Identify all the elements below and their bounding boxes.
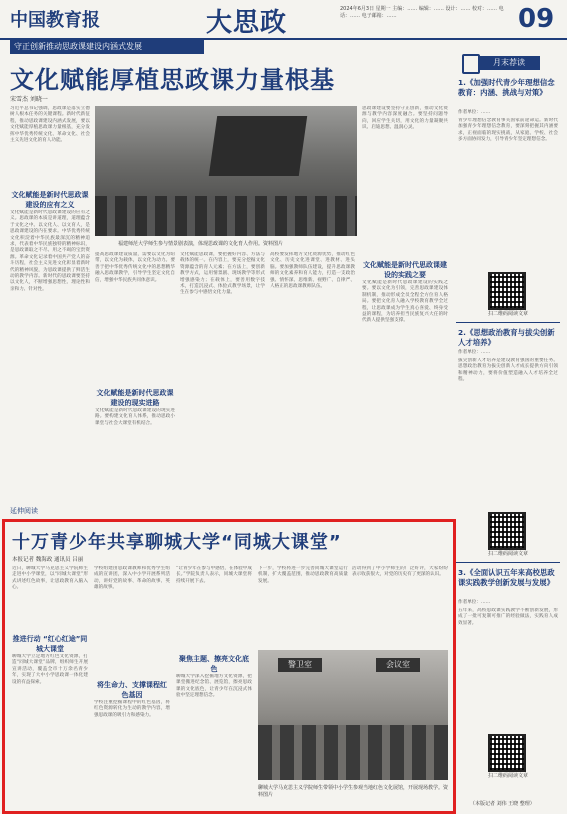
article-column: 活动得到了中小学师生的广泛好评，大家纷纷表示收获很大，对党的历史有了更深的认识。 [352, 566, 448, 578]
divider [456, 322, 560, 323]
subhead: 推进行动 “红心红途”同城大课堂 [12, 635, 88, 653]
sidebar-tag: 月末荐读 [478, 56, 540, 70]
newspaper-logo: 中国教育报 [10, 10, 100, 31]
article-column: 高校要发挥地方文化资源优势，推动红色文化、历史文化进课堂、进教材、进头脑。要加强教师队伍建设，提升思政课教师的文化素养和育人能力，打造一支政治强、情怀深、思维新、视野广、自律严、人格正的思政课教师队伍。 [270, 252, 355, 290]
main-byline: 宋雪杰 刘晓一 [10, 96, 48, 103]
subhead: 文化赋能是新时代思政课建设的实践之要 [363, 261, 447, 279]
article-column: 思政课建设要坚持守正创新，推动文化资源与教学内容深度融合。要坚持问题导向，回应学生关切，用文化的力量凝聚共识、启迪思想、温润心灵。 [362, 106, 448, 131]
qr-label: 扫二维码阅读文章 [488, 311, 529, 317]
qr-label: 扫二维码阅读文章 [488, 773, 529, 779]
article-column: 提高思政课建设质量，需要以文化为纽带，以文化为载体，以文化为动力。要善于把中华优秀传统文化中的思想精华融入思政课教学，引导学生坚定文化自信，增强中华民族共同体意识。 [95, 252, 175, 283]
page-number: 09 [518, 4, 555, 34]
feature-photo-caption: 聊城大学马克思主义学院师生带领中小学生参观当地红色文化展馆，开展现场教学。资料图片 [258, 785, 449, 798]
article-column: 聊城大学立足地方红色文化资源，打造“同城大课堂”品牌，组织师生开展宣讲活动，覆盖全市十万余名青少年，实现了大中小学思政课一体化建设的有益探索。 [12, 654, 88, 685]
sidebar-item-summary: 拔尖创新人才培养是建设教育强国的重要任务。思想政治教育为拔尖创新人才成长提供方向引领和精神动力，要将价值塑造融入人才培养全过程。 [458, 358, 558, 383]
masthead-meta: 2024年6月3日 星期一 主编：…… 编辑：…… 设计：…… 校对：…… 电话：…… 电子邮箱：…… [340, 6, 504, 19]
qr-label: 扫二维码阅读文章 [488, 551, 529, 557]
sidebar-item-source: 作者单位：…… [458, 350, 491, 355]
column-banner: 守正创新推动思政课建设内涵式发展 [10, 40, 204, 54]
article-column: 文化赋能思政课，要把握好内容、方法与载体的统一。在内容上，要充分挖掘文化资源蕴含的育人元素；在方法上，要创新教学方式，运用情景剧、现场教学等形式增强感染力；在载体上，要善用数字技术，打造沉浸式、体验式教学场景，让学生在参与中感悟文化力量。 [180, 252, 265, 296]
masthead [0, 0, 567, 40]
sidebar-item-source: 作者单位：…… [458, 600, 491, 605]
article-column: 习近平总书记强调，思政课是落实立德树人根本任务的关键课程。新时代新征程，推动思政课建设内涵式发展，要以文化赋能厚植思政课力量根基，充分发挥中华优秀传统文化、革命文化、社会主义先进文化的育人功能。 [10, 106, 90, 144]
sign-guard-room: 警卫室 [278, 658, 322, 672]
article-column: 聊城大学深入挖掘地方文化资源，把课堂搬进纪念馆、展览馆，擦亮思政课的文化底色，让青少年在沉浸式体验中坚定理想信念。 [176, 674, 252, 699]
sidebar-item-title[interactable]: 2.《思想政治教育与拔尖创新人才培养》 [458, 328, 555, 347]
qr-code[interactable] [488, 734, 526, 772]
main-photo [95, 106, 357, 236]
sign-meeting-room: 会议室 [376, 658, 420, 672]
people-figure [258, 725, 448, 780]
article-column: 学校组建由思政课教师和优秀学生组成的宣讲团，深入中小学开展系列活动，讲好党的故事、革命的故事、英雄的故事。 [94, 566, 170, 591]
sidebar-item-title[interactable]: 3.《全面认识五年来高校思政课实践教学创新发展与发展》 [458, 568, 555, 587]
subhead: 聚焦主题、擦亮文化底色 [179, 655, 249, 673]
feature-photo [258, 650, 448, 780]
qr-code[interactable] [488, 512, 526, 550]
article-column: 文化赋能是新时代思政课建设的现实进路。要构建文化育人体系，推动思政小课堂与社会大课堂有机结合。 [95, 408, 175, 426]
sidebar-item-source: 作者单位：…… [458, 110, 491, 115]
sidebar-item-summary: 五年来，高校思政课实践教学不断创新发展，形成了一批可复制可推广的经验做法，实践育人成效显著。 [458, 608, 558, 626]
sidebar-item-summary: 青少年理想信念教育事关国家前途命运。新时代加强青少年理想信念教育，要深刻把握其内涵要求，正视面临的现实挑战，从家庭、学校、社会多方面协同发力，引导青少年坚定理想信念。 [458, 118, 558, 143]
sidebar-item-title[interactable]: 1.《加强时代青少年理想信念教育：内涵、挑战与对策》 [458, 78, 555, 97]
sidebar-footer: （本版记者 刘伟 王晓 整理） [470, 801, 535, 807]
section-title: 大思政 [206, 8, 288, 38]
subhead: 文化赋能是新时代思政课建设的现实进路 [96, 389, 174, 407]
qr-code[interactable] [488, 272, 526, 310]
article-column: 文化赋能是新时代思政课建设的应有之义。思政课的本质是讲道理，道理蕴含于文化之中。以文化人、以文育人，是思政课建设的内在要求。中华优秀传统文化积淀着中华民族最深沉的精神追求，代表着中华民族独特的精神标识，是思政课取之不尽、用之不竭的宝贵资源。革命文化记录着中国共产党人的奋斗历程，社会主义先进文化彰显着新时代的精神风貌，为思政课提供了鲜活生动的教学内容。新时代的思政课要坚持以文化人，不断增强思想性、理论性和亲和力、针对性。 [10, 210, 90, 292]
divider [456, 562, 560, 563]
crowd-figure [95, 196, 357, 236]
article-column: 文化赋能是新时代思政课建设的实践之要。要以文化为引领，完善思政课建设体制机制，推动形成全员全程全方位育人格局。要把文化育人融入学校教育教学全过程，让思政课成为学生真心喜爱、终身受益的课程，为培养担当民族复兴大任的时代新人提供坚强支撑。 [362, 280, 448, 324]
subhead: 文化赋能是新时代思政课建设的应有之义 [11, 191, 89, 209]
article-column: 下一步，学校将进一步完善同城大课堂运行机制，扩大覆盖范围，推动思政教育高质量发展。 [258, 566, 348, 584]
article-column: 学校注重挖掘课程中的红色基因，将红色资源转化为生动的教学内容，增强思政课的吸引力和感染力。 [94, 700, 170, 718]
page-headline: 文化赋能厚植思政课力量根基 [10, 66, 335, 94]
article-column: 近日，聊城大学马克思主义学院师生走进中小学课堂，以“同城大课堂”形式讲述红色故事，让思政教育入脑入心。 [12, 566, 88, 591]
article-column: “让青少年在参与中感悟，在体验中成长。”学院负责人表示，同城大课堂将持续开展下去。 [176, 566, 252, 584]
flag-figure [209, 116, 307, 176]
feature-title: 十万青少年共享聊城大学“同城大课堂” [12, 532, 342, 553]
feature-byline: 本报记者 魏海政 通讯员 吕丽 [12, 557, 84, 563]
subhead: 将生命力、支撑课程红色基因 [97, 681, 167, 699]
section-label: 延伸阅读 [10, 507, 38, 515]
photo-caption: 福建师范大学师生参与情景剧表演，体现思政课的文化育人作用。资料图片 [118, 241, 284, 247]
